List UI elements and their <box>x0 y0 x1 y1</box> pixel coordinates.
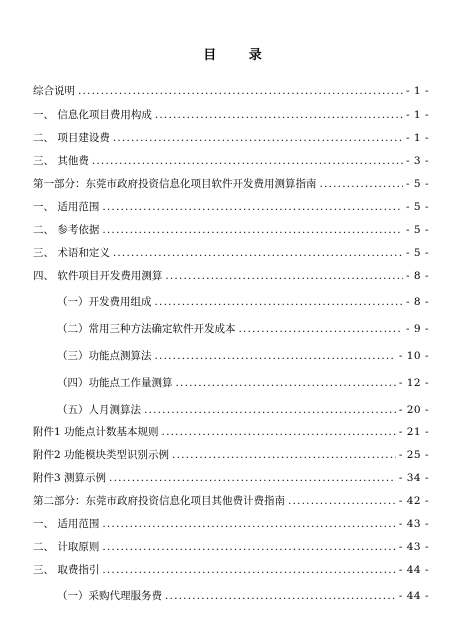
toc-entry-label: 四、 软件项目开发费用测算 <box>33 270 163 282</box>
toc-entry-page: - 34 - <box>398 472 429 484</box>
toc-entry-label: 一、 信息化项目费用构成 <box>33 109 152 121</box>
toc-entry[interactable] <box>33 425 429 439</box>
toc-entry[interactable] <box>33 448 429 462</box>
toc-entry[interactable] <box>33 269 429 283</box>
toc-entry-page: - 42 - <box>398 495 429 507</box>
toc-dot-leader <box>155 108 403 122</box>
toc-dot-leader <box>102 223 403 237</box>
toc-entry-page: - 44 - <box>398 564 429 576</box>
toc-entry[interactable] <box>33 200 429 214</box>
toc-subentry[interactable] <box>57 376 429 390</box>
toc-entry-label: （一）采购代理服务费 <box>57 590 162 602</box>
toc-entry[interactable] <box>33 494 429 508</box>
toc-entry[interactable] <box>33 108 429 122</box>
toc-entry-label: （四）功能点工作量测算 <box>57 377 173 389</box>
toc-dot-leader <box>155 349 396 363</box>
toc-subentry[interactable] <box>57 322 429 336</box>
toc-subentry[interactable] <box>57 403 429 417</box>
toc-dot-leader <box>102 200 403 214</box>
toc-entry-page: - 44 - <box>398 590 429 602</box>
toc-entry-label: 三、 术语和定义 <box>33 247 110 259</box>
toc-entry-label: 三、 取费指引 <box>33 564 100 576</box>
toc-entry-page: - 1 - <box>406 132 429 144</box>
toc-entry-page: - 9 - <box>406 323 429 335</box>
toc-entry-page: - 5 - <box>406 247 429 259</box>
toc-dot-leader <box>144 403 396 417</box>
toc-dot-leader <box>102 517 396 531</box>
toc-entry-page: - 20 - <box>398 404 429 416</box>
toc-entry-label: 附件2 功能模块类型识别示例 <box>33 449 170 461</box>
toc-dot-leader <box>162 425 396 439</box>
toc-entry-label: 附件1 功能点计数基本规则 <box>33 426 159 438</box>
toc-entry-label: （二）常用三种方法确定软件开发成本 <box>57 323 236 335</box>
toc-entry[interactable] <box>33 154 429 168</box>
toc-entry[interactable] <box>33 131 429 145</box>
toc-dot-leader <box>165 589 396 603</box>
toc-entry[interactable] <box>33 563 429 577</box>
toc-entry-page: - 5 - <box>406 201 429 213</box>
toc-entry-label: 第一部分：东莞市政府投资信息化项目软件开发费用测算指南 <box>33 178 317 190</box>
toc-entry-page: - 1 - <box>406 109 429 121</box>
toc-dot-leader <box>165 269 403 283</box>
toc-entry-page: - 5 - <box>406 224 429 236</box>
toc-entry-page: - 5 - <box>406 178 429 190</box>
toc-entry-label: 二、 项目建设费 <box>33 132 110 144</box>
toc-entry-label: 综合说明 <box>33 85 75 97</box>
toc-entry-label: （五）人月测算法 <box>57 404 141 416</box>
toc-subentry[interactable] <box>57 589 429 603</box>
toc-dot-leader <box>172 448 396 462</box>
toc-entry-label: 二、 参考依据 <box>33 224 100 236</box>
toc-entry-page: - 43 - <box>398 518 429 530</box>
toc-entry-page: - 10 - <box>398 350 429 362</box>
toc-entry-label: （一）开发费用组成 <box>57 296 152 308</box>
toc-entry-page: - 12 - <box>398 377 429 389</box>
toc-entry-label: 三、 其他费 <box>33 155 89 167</box>
toc-entry[interactable] <box>33 177 429 191</box>
toc-entry[interactable] <box>33 223 429 237</box>
toc-dot-leader <box>102 540 396 554</box>
toc-dot-leader <box>78 84 403 98</box>
toc-dot-leader <box>320 177 404 191</box>
toc-dot-leader <box>92 154 403 168</box>
toc-entry-page: - 1 - <box>406 85 429 97</box>
toc-entry-page: - 8 - <box>406 296 429 308</box>
toc-entry[interactable] <box>33 540 429 554</box>
toc-dot-leader <box>288 494 396 508</box>
toc-subentry[interactable] <box>57 295 429 309</box>
toc-entry-page: - 43 - <box>398 541 429 553</box>
page-title: 目 录 <box>203 48 276 63</box>
toc-dot-leader <box>155 295 404 309</box>
toc-entry-label: 一、 适用范围 <box>33 201 100 213</box>
toc-entry[interactable] <box>33 517 429 531</box>
toc-dot-leader <box>176 376 396 390</box>
toc-entry-label: 二、 计取原则 <box>33 541 100 553</box>
toc-dot-leader <box>102 563 396 577</box>
toc-dot-leader <box>239 322 404 336</box>
toc-dot-leader <box>113 131 403 145</box>
toc-entry-page: - 21 - <box>398 426 429 438</box>
toc-entry-label: 一、 适用范围 <box>33 518 100 530</box>
toc-entry[interactable] <box>33 246 429 260</box>
toc-dot-leader <box>109 471 396 485</box>
toc-entry[interactable] <box>33 84 429 98</box>
toc-entry-page: - 3 - <box>406 155 429 167</box>
toc-dot-leader <box>113 246 403 260</box>
toc-entry-page: - 25 - <box>398 449 429 461</box>
toc-entry-label: 第二部分：东莞市政府投资信息化项目其他费计费指南 <box>33 495 285 507</box>
toc-entry-label: 附件3 测算示例 <box>33 472 107 484</box>
toc-entry-label: （三）功能点测算法 <box>57 350 152 362</box>
toc-subentry[interactable] <box>57 349 429 363</box>
toc-entry[interactable] <box>33 471 429 485</box>
toc-entry-page: - 8 - <box>406 270 429 282</box>
